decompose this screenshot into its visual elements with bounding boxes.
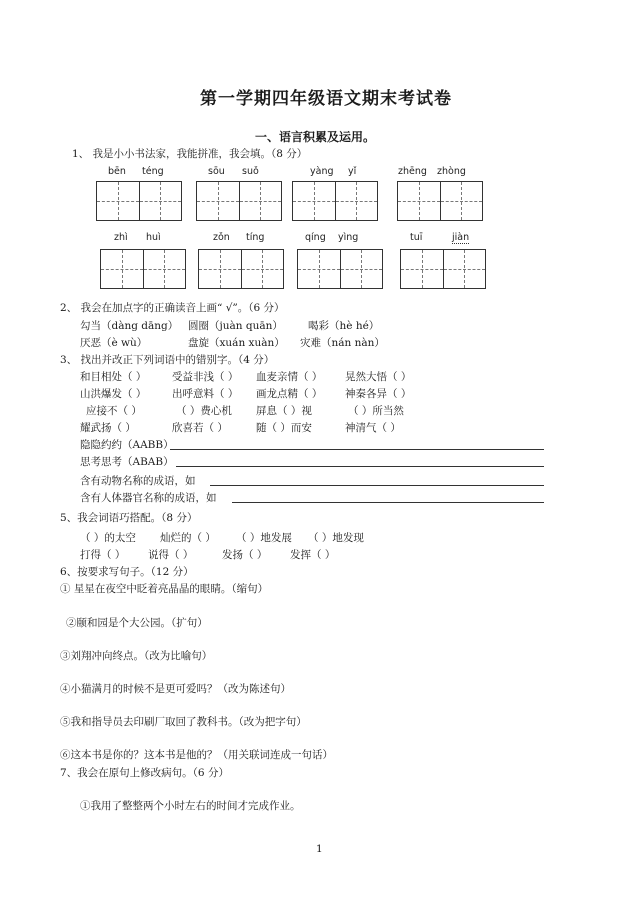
aabb-label: 隐隐约约（AABB）: [80, 439, 174, 451]
typo-item[interactable]: 出呼意料（ ）: [172, 388, 239, 400]
question-6-prompt: 6、按要求写句子。（12 分）: [60, 566, 194, 578]
pinyin-label: suǒ: [242, 166, 259, 177]
writing-grid[interactable]: [96, 181, 182, 221]
pinyin-label: jiàn: [452, 232, 470, 243]
pinyin-label: huì: [146, 232, 161, 243]
sentence-task: ③刘翔冲向终点。（改为比喻句）: [60, 650, 213, 662]
writing-grid[interactable]: [297, 249, 383, 289]
pinyin-label: téng: [142, 166, 164, 177]
collocation-item[interactable]: 灿烂的（ ）: [160, 532, 216, 544]
pinyin-label: zhì: [114, 232, 128, 243]
typo-item[interactable]: 欣喜若（ ）: [172, 422, 228, 434]
question-3-prompt: 3、 找出并改正下列词语中的错别字。（4 分）: [60, 354, 275, 366]
typo-item[interactable]: （ ）所当然: [348, 405, 404, 417]
collocation-item[interactable]: （ ）地发展: [236, 532, 292, 544]
answer-line[interactable]: [170, 449, 544, 450]
collocation-item[interactable]: （ ）地发现: [308, 532, 364, 544]
typo-item[interactable]: 血麦亲情（ ）: [256, 371, 323, 383]
typo-item[interactable]: 山洪爆发（ ）: [80, 388, 147, 400]
collocation-item[interactable]: （ ）的太空: [80, 532, 136, 544]
typo-item[interactable]: 应接不（ ）: [86, 405, 142, 417]
pronunciation-item[interactable]: 厌恶（è wù）: [80, 337, 148, 349]
collocation-item[interactable]: 说得（ ）: [148, 549, 194, 561]
typo-item[interactable]: 耀武扬（ ）: [80, 422, 136, 434]
pinyin-label: zǒn: [213, 232, 230, 243]
answer-line[interactable]: [232, 502, 544, 503]
answer-line[interactable]: [210, 485, 544, 486]
pinyin-label: zhòng: [437, 166, 466, 177]
pronunciation-item[interactable]: 勾当（dàng dāng）: [80, 320, 179, 332]
pronunciation-item[interactable]: 灾难（nán nàn）: [300, 337, 385, 349]
pinyin-label: tuī: [410, 232, 423, 243]
section-heading: 一、语言积累及运用。: [255, 130, 376, 144]
question-7-prompt: 7、我会在原句上修改病句。（6 分）: [60, 767, 229, 779]
typo-item[interactable]: （ ）费心机: [176, 405, 232, 417]
pinyin-label: qíng: [305, 232, 326, 243]
writing-grid[interactable]: [196, 181, 282, 221]
sentence-task: ①我用了整整两个小时左右的时间才完成作业。: [80, 800, 301, 812]
pronunciation-item[interactable]: 喝彩（hè hé）: [308, 320, 380, 332]
pinyin-label: zhēng: [398, 166, 427, 177]
writing-grid[interactable]: [397, 181, 483, 221]
typo-item[interactable]: 神秦各异（ ）: [345, 388, 412, 400]
answer-line[interactable]: [176, 466, 544, 467]
pinyin-label: sōu: [208, 166, 225, 177]
typo-item[interactable]: 和目相处（ ）: [80, 371, 147, 383]
collocation-item[interactable]: 发扬（ ）: [222, 549, 268, 561]
typo-item[interactable]: 随（ ）而安: [256, 422, 312, 434]
writing-grid[interactable]: [100, 249, 186, 289]
typo-item[interactable]: 画龙点精（ ）: [256, 388, 323, 400]
collocation-item[interactable]: 发挥（ ）: [290, 549, 336, 561]
question-5-prompt: 5、我会词语巧搭配。（8 分）: [60, 512, 198, 524]
pinyin-label: tíng: [246, 232, 265, 243]
abab-label: 思考思考（ABAB）: [80, 456, 174, 468]
pinyin-label: yàng: [310, 166, 334, 177]
question-2-prompt: 2、 我会在加点字的正确读音上画“ √”。（6 分）: [60, 302, 285, 314]
writing-grid[interactable]: [292, 181, 378, 221]
typo-item[interactable]: 神清气（ ）: [345, 422, 401, 434]
body-idiom-label: 含有人体器官名称的成语，如: [80, 492, 217, 504]
sentence-task: ④小猫满月的时候不是更可爱吗？（改为陈述句）: [60, 683, 291, 695]
animal-idiom-label: 含有动物名称的成语，如: [80, 475, 196, 487]
pinyin-label: bēn: [108, 166, 126, 177]
collocation-item[interactable]: 打得（ ）: [80, 549, 126, 561]
question-1-prompt: 1、 我是小小书法家，我能拼准，我会填。（8 分）: [72, 148, 308, 160]
pronunciation-item[interactable]: 盘旋（xuán xuàn）: [188, 337, 285, 349]
page-title: 第一学期四年级语文期末考试卷: [200, 89, 452, 109]
writing-grid[interactable]: [400, 249, 486, 289]
sentence-task: ②颐和园是个大公园。（扩句）: [66, 617, 208, 629]
typo-item[interactable]: 受益非浅（ ）: [172, 371, 239, 383]
typo-item[interactable]: 屏息（ ）视: [256, 405, 312, 417]
sentence-task: ① 星星在夜空中眨着亮晶晶的眼睛。（缩句）: [60, 583, 269, 595]
page-number: 1: [316, 843, 323, 855]
pinyin-label: yìng: [338, 232, 359, 243]
writing-grid[interactable]: [198, 249, 284, 289]
pinyin-label: yǐ: [348, 166, 357, 177]
pronunciation-item[interactable]: 圆圈（juàn quān）: [188, 320, 283, 332]
typo-item[interactable]: 晃然大悟（ ）: [345, 371, 412, 383]
sentence-task: ⑥这本书是你的？这本书是他的？（用关联词连成一句话）: [60, 749, 333, 761]
sentence-task: ⑤我和指导员去印刷厂取回了教科书。（改为把字句）: [60, 716, 307, 728]
